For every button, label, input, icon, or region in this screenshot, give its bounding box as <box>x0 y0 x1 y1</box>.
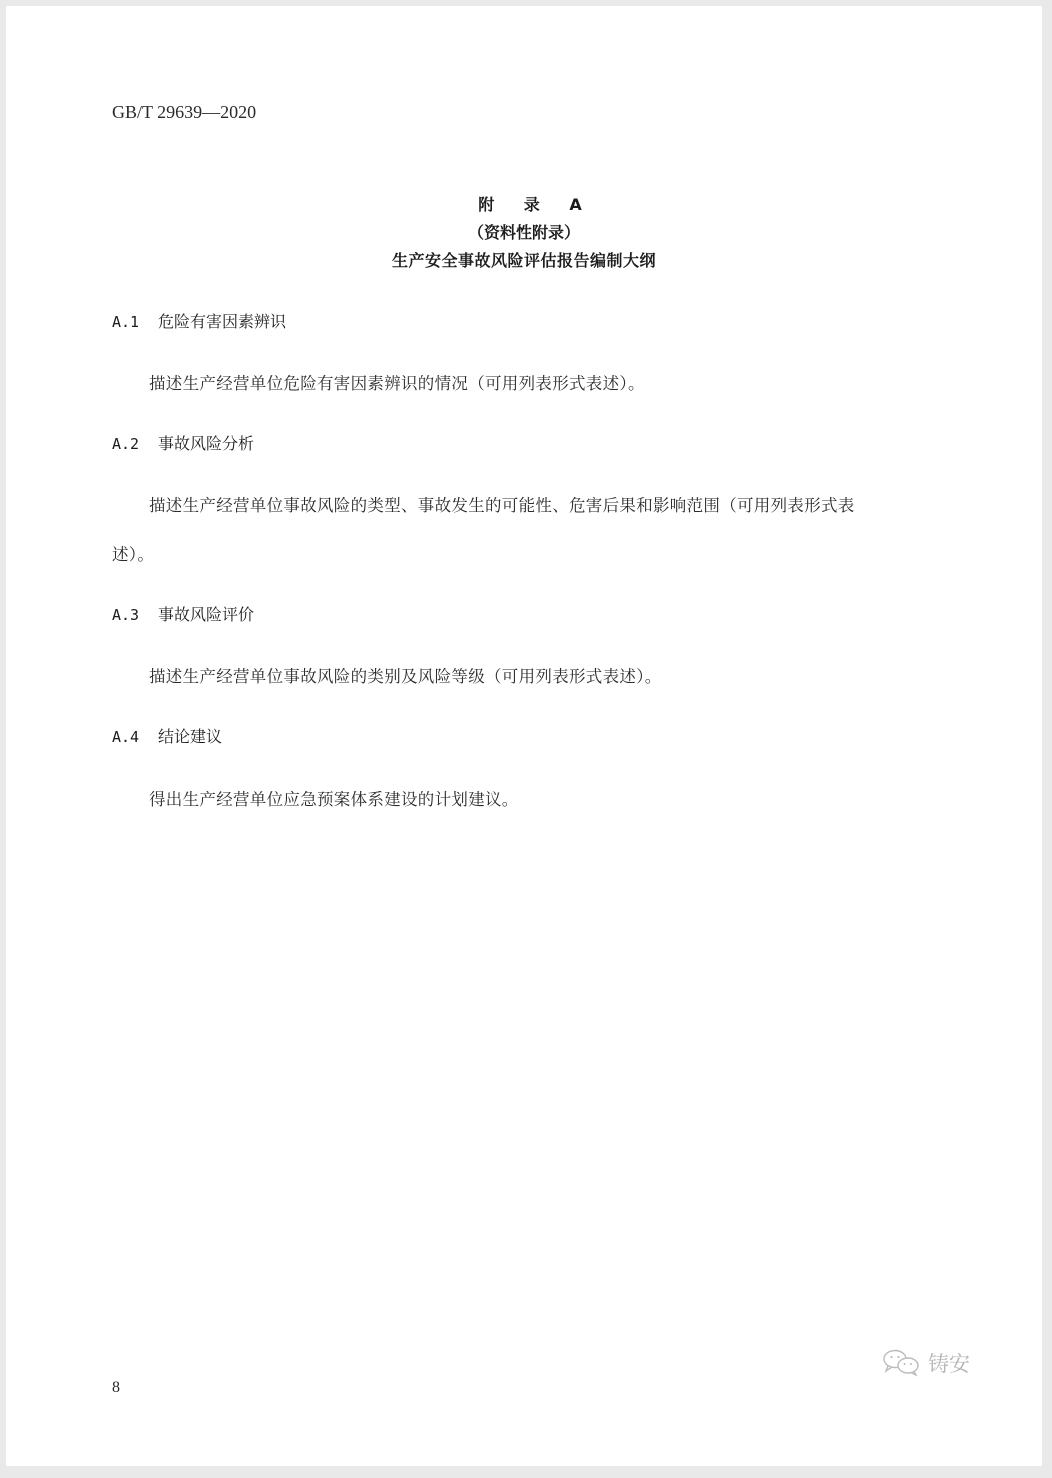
section-body-a1: 描述生产经营单位危险有害因素辨识的情况（可用列表形式表述）。 <box>149 374 645 393</box>
appendix-type: （资料性附录） <box>467 223 580 242</box>
section-title: 危险有害因素辨识 <box>158 312 287 331</box>
section-body-a2-line1: 描述生产经营单位事故风险的类型、事故发生的可能性、危害后果和影响范围（可用列表形式表 <box>149 496 855 515</box>
watermark-text: 铸安 <box>928 1352 970 1376</box>
section-number: A.2 <box>112 435 140 453</box>
appendix-label: 附 录 A <box>478 195 594 214</box>
standard-code: GB/T 29639—2020 <box>112 102 257 122</box>
section-number: A.4 <box>112 728 140 746</box>
section-number: A.3 <box>112 606 140 624</box>
section-number: A.1 <box>112 313 140 331</box>
section-body-a4: 得出生产经营单位应急预案体系建设的计划建议。 <box>149 790 519 809</box>
section-heading-a3 <box>112 602 254 625</box>
section-heading-a4 <box>112 724 222 747</box>
section-title: 结论建议 <box>158 727 223 746</box>
watermark <box>882 1348 970 1378</box>
appendix-title: 生产安全事故风险评估报告编制大纲 <box>391 251 656 270</box>
document-page <box>6 6 1042 1466</box>
page-number: 8 <box>112 1379 120 1396</box>
section-title: 事故风险分析 <box>158 434 255 453</box>
section-body-a2-line2: 述）。 <box>112 545 155 564</box>
section-body-a3: 描述生产经营单位事故风险的类别及风险等级（可用列表形式表述）。 <box>149 667 662 686</box>
section-title: 事故风险评价 <box>158 605 255 624</box>
section-heading-a1 <box>112 309 286 332</box>
wechat-icon <box>882 1349 922 1377</box>
section-heading-a2 <box>112 431 254 454</box>
